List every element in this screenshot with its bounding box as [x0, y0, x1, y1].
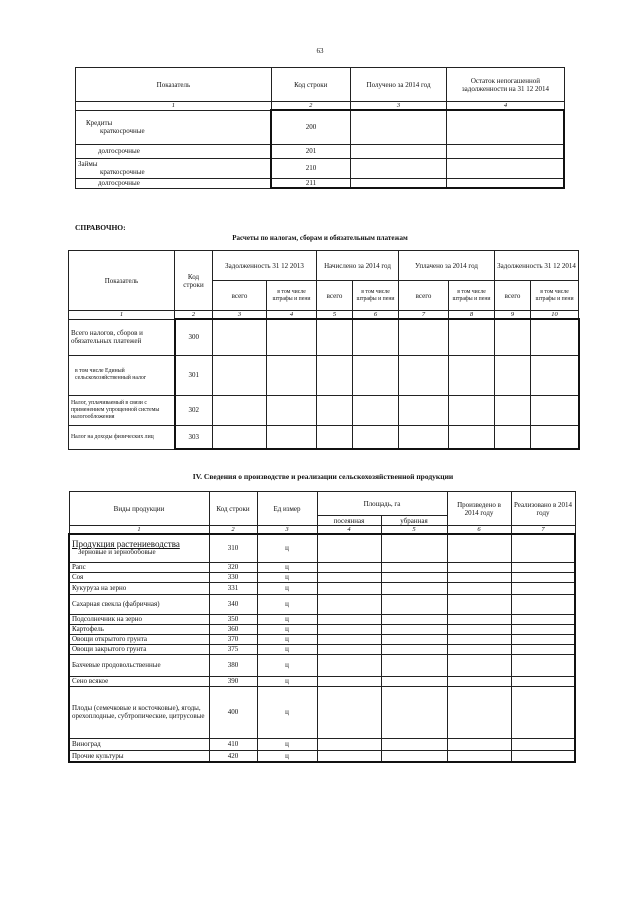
table-row: [69, 654, 575, 676]
header-code: Код строки: [209, 492, 257, 526]
cell-value[interactable]: [447, 738, 511, 750]
row-code: 301: [175, 355, 213, 395]
cell-value[interactable]: [511, 562, 575, 572]
taxes-title: Расчеты по налогам, сборам и обязательным платежам: [232, 234, 408, 242]
cell-value[interactable]: [213, 355, 267, 395]
table-row: [69, 355, 579, 395]
row-unit: ц: [257, 654, 317, 676]
group-label: Продукция растениеводства: [72, 539, 180, 550]
cell-value[interactable]: [353, 425, 399, 449]
cell-value[interactable]: [531, 319, 579, 355]
row-label: [69, 644, 209, 654]
product-name: Сахарная свекла (фабричная): [72, 600, 160, 608]
row-code: 201: [271, 144, 350, 158]
row-label: [76, 158, 272, 178]
header-fines: в том числе штрафы и пени: [267, 281, 317, 311]
product-name: Соя: [72, 573, 84, 581]
cell-value[interactable]: [213, 319, 267, 355]
col-num: 2: [175, 311, 213, 320]
row-unit: ц: [257, 634, 317, 644]
cell-value[interactable]: [495, 319, 531, 355]
product-name: Прочие культуры: [72, 751, 124, 760]
cell-value[interactable]: [447, 110, 564, 144]
header-debt-2013: Задолженность 31 12 2013: [213, 251, 317, 281]
cell-value[interactable]: [317, 634, 381, 644]
cell-value[interactable]: [447, 686, 511, 738]
cell-value[interactable]: [495, 425, 531, 449]
cell-value[interactable]: [267, 355, 317, 395]
sub-label: долгосрочные: [76, 178, 272, 188]
row-label: [69, 750, 209, 762]
row-code: 350: [209, 614, 257, 624]
cell-value[interactable]: [381, 738, 447, 750]
row-label: [69, 534, 209, 562]
cell-value[interactable]: [447, 654, 511, 676]
cell-value[interactable]: [317, 594, 381, 614]
row-unit: ц: [257, 750, 317, 762]
cell-value[interactable]: [381, 624, 447, 634]
table-row: [69, 319, 579, 355]
cell-value[interactable]: [317, 534, 381, 562]
group-label-credits: Кредиты: [86, 119, 113, 127]
sub-label: долгосрочные: [76, 144, 272, 158]
row-code: 400: [209, 686, 257, 738]
cell-value[interactable]: [399, 425, 449, 449]
cell-value[interactable]: [317, 395, 353, 425]
table-row: [76, 144, 565, 158]
cell-value[interactable]: [447, 572, 511, 582]
row-code: 303: [175, 425, 213, 449]
cell-value[interactable]: [317, 686, 381, 738]
row-label: [69, 614, 209, 624]
cell-value[interactable]: [353, 355, 399, 395]
cell-value[interactable]: [511, 686, 575, 738]
header-pokazatel: Показатель: [76, 68, 272, 102]
header-sown: посеянная: [317, 516, 381, 526]
row-code: 331: [209, 582, 257, 594]
row-code: 375: [209, 644, 257, 654]
cell-value[interactable]: [447, 750, 511, 762]
header-accrued: Начислено за 2014 год: [317, 251, 399, 281]
header-fines: в том числе штрафы и пени: [449, 281, 495, 311]
cell-value[interactable]: [381, 572, 447, 582]
table-row: [76, 158, 565, 178]
row-code: 310: [209, 534, 257, 562]
row-unit: ц: [257, 686, 317, 738]
row-code: 211: [271, 178, 350, 188]
header-balance: Остаток непогашенной задолженности на 31 12 2014: [447, 68, 564, 102]
row-unit: ц: [257, 676, 317, 686]
col-num: 3: [350, 102, 447, 111]
table-row: [69, 686, 575, 738]
header-total: всего: [399, 281, 449, 311]
row-label: Налог на доходы физических лиц: [69, 425, 175, 449]
table-row: [69, 738, 575, 750]
row-label: [69, 594, 209, 614]
row-label: Всего налогов, сборов и обязательных платежей: [69, 319, 175, 355]
cell-value[interactable]: [447, 158, 564, 178]
cell-value[interactable]: [447, 614, 511, 624]
cell-value[interactable]: [381, 676, 447, 686]
cell-value[interactable]: [267, 425, 317, 449]
row-unit: ц: [257, 594, 317, 614]
product-name: Картофель: [72, 625, 104, 633]
header-debt-2014: Задолженность 31 12 2014: [495, 251, 579, 281]
cell-value[interactable]: [353, 319, 399, 355]
row-label: [69, 582, 209, 594]
cell-value[interactable]: [447, 562, 511, 572]
page-number: 63: [316, 47, 324, 55]
product-name: Овощи закрытого грунта: [72, 645, 147, 653]
product-name: Виноград: [72, 740, 101, 748]
cell-value[interactable]: [350, 144, 447, 158]
row-label: в том числе Единый сельскохозяйственный налог: [69, 355, 175, 395]
taxes-table: [68, 250, 580, 450]
cell-value[interactable]: [449, 425, 495, 449]
row-code: 360: [209, 624, 257, 634]
row-label: [69, 562, 209, 572]
cell-value[interactable]: [449, 355, 495, 395]
col-num: 1: [76, 102, 272, 111]
row-unit: ц: [257, 582, 317, 594]
cell-value[interactable]: [447, 676, 511, 686]
header-unit: Ед измер: [257, 492, 317, 526]
row-unit: ц: [257, 572, 317, 582]
sub-label: краткосрочные: [100, 127, 145, 135]
cell-value[interactable]: [495, 395, 531, 425]
cell-value[interactable]: [381, 750, 447, 762]
header-total: всего: [495, 281, 531, 311]
row-unit: ц: [257, 624, 317, 634]
header-total: всего: [317, 281, 353, 311]
header-harvested: убранная: [381, 516, 447, 526]
row-code: 370: [209, 634, 257, 644]
cell-value[interactable]: [353, 395, 399, 425]
cell-value[interactable]: [399, 319, 449, 355]
cell-value[interactable]: [449, 395, 495, 425]
header-vidy: Виды продукции: [69, 492, 209, 526]
row-label: [69, 634, 209, 644]
table-row: [76, 110, 565, 144]
table-row: [69, 572, 575, 582]
row-code: 410: [209, 738, 257, 750]
table-row: [69, 395, 579, 425]
cell-value[interactable]: [381, 562, 447, 572]
cell-value[interactable]: [317, 562, 381, 572]
cell-value[interactable]: [399, 355, 449, 395]
cell-value[interactable]: [213, 425, 267, 449]
product-name: Плоды (семечковые и косточковые), ягоды, орехоплодные, субтропические, цитрусовые: [72, 704, 205, 720]
cell-value[interactable]: [511, 654, 575, 676]
row-code: 320: [209, 562, 257, 572]
row-label: Налог, уплачиваемый в связи с применением упрощенной системы налогообложения: [69, 395, 175, 425]
spravochno-label: СПРАВОЧНО:: [75, 223, 126, 232]
row-unit: ц: [257, 738, 317, 750]
col-num: 2: [271, 102, 350, 111]
header-code: Код строки: [175, 251, 213, 311]
product-name: Зерновые и зернобобовые: [78, 548, 156, 557]
table-row: [69, 676, 575, 686]
cell-value[interactable]: [447, 594, 511, 614]
cell-value[interactable]: [317, 624, 381, 634]
cell-value[interactable]: [381, 534, 447, 562]
col-num: 8: [449, 311, 495, 320]
row-unit: ц: [257, 644, 317, 654]
table-row: [76, 178, 565, 188]
cell-value[interactable]: [317, 750, 381, 762]
table-row: [69, 594, 575, 614]
cell-value[interactable]: [381, 644, 447, 654]
col-num: 5: [317, 311, 353, 320]
header-received: Получено за 2014 год: [350, 68, 447, 102]
product-name: Рапс: [72, 563, 86, 571]
cell-value[interactable]: [511, 676, 575, 686]
col-num: 1: [69, 526, 209, 535]
row-code: 302: [175, 395, 213, 425]
product-name: Подсолнечник на зерно: [72, 615, 142, 623]
row-label: [76, 110, 272, 144]
cell-value[interactable]: [447, 582, 511, 594]
col-num: 4: [267, 311, 317, 320]
cell-value[interactable]: [511, 594, 575, 614]
cell-value[interactable]: [317, 355, 353, 395]
col-num: 2: [209, 526, 257, 535]
cell-value[interactable]: [447, 144, 564, 158]
cell-value[interactable]: [317, 319, 353, 355]
table-row: [69, 534, 575, 562]
cell-value[interactable]: [317, 644, 381, 654]
row-label: [69, 624, 209, 634]
col-num: 3: [257, 526, 317, 535]
col-num: 6: [447, 526, 511, 535]
cell-value[interactable]: [267, 395, 317, 425]
cell-value[interactable]: [511, 624, 575, 634]
cell-value[interactable]: [447, 534, 511, 562]
cell-value[interactable]: [447, 644, 511, 654]
cell-value[interactable]: [511, 534, 575, 562]
row-code: 200: [271, 110, 350, 144]
row-code: 210: [271, 158, 350, 178]
cell-value[interactable]: [447, 178, 564, 188]
col-num: 10: [531, 311, 579, 320]
row-code: 300: [175, 319, 213, 355]
row-unit: ц: [257, 562, 317, 572]
table-row: [69, 425, 579, 449]
row-unit: ц: [257, 534, 317, 562]
product-name: Овощи открытого грунта: [72, 635, 147, 643]
col-num: 4: [447, 102, 564, 111]
header-code: Код строки: [271, 68, 350, 102]
col-num: 9: [495, 311, 531, 320]
cell-value[interactable]: [267, 319, 317, 355]
cell-value[interactable]: [531, 395, 579, 425]
product-name: Кукуруза на зерно: [72, 584, 127, 592]
cell-value[interactable]: [317, 614, 381, 624]
row-code: 330: [209, 572, 257, 582]
cell-value[interactable]: [531, 355, 579, 395]
row-label: [69, 676, 209, 686]
product-name: Сено всякое: [72, 677, 109, 685]
cell-value[interactable]: [495, 355, 531, 395]
section-iv-title: IV. Сведения о производстве и реализации сельскохозяйственной продукции: [192, 472, 454, 481]
cell-value[interactable]: [350, 110, 447, 144]
cell-value[interactable]: [381, 654, 447, 676]
cell-value[interactable]: [511, 644, 575, 654]
table-row: [69, 644, 575, 654]
table-row: [69, 624, 575, 634]
row-label: [69, 686, 209, 738]
row-label: [69, 572, 209, 582]
header-produced: Произведено в 2014 году: [447, 492, 511, 526]
credits-table: [75, 67, 565, 189]
cell-value[interactable]: [531, 425, 579, 449]
cell-value[interactable]: [381, 634, 447, 644]
col-num: 7: [399, 311, 449, 320]
row-code: 420: [209, 750, 257, 762]
cell-value[interactable]: [317, 425, 353, 449]
row-unit: ц: [257, 614, 317, 624]
col-num: 5: [381, 526, 447, 535]
cell-value[interactable]: [511, 738, 575, 750]
sub-label: краткосрочные: [100, 168, 145, 176]
header-area: Площадь, га: [317, 492, 447, 516]
cell-value[interactable]: [317, 582, 381, 594]
table-row: [69, 614, 575, 624]
col-num: 4: [317, 526, 381, 535]
cell-value[interactable]: [447, 624, 511, 634]
row-code: 390: [209, 676, 257, 686]
cell-value[interactable]: [511, 572, 575, 582]
product-name: Бахчевые продовольственные: [72, 661, 161, 669]
col-num: 7: [511, 526, 575, 535]
cell-value[interactable]: [213, 395, 267, 425]
header-fines: в том числе штрафы и пени: [353, 281, 399, 311]
header-fines: в том числе штрафы и пени: [531, 281, 579, 311]
cell-value[interactable]: [511, 614, 575, 624]
cell-value[interactable]: [317, 572, 381, 582]
cell-value[interactable]: [381, 614, 447, 624]
header-sold: Реализовано в 2014 году: [511, 492, 575, 526]
cell-value[interactable]: [317, 654, 381, 676]
col-num: 3: [213, 311, 267, 320]
cell-value[interactable]: [317, 738, 381, 750]
row-code: 380: [209, 654, 257, 676]
col-num: 6: [353, 311, 399, 320]
row-label: [69, 738, 209, 750]
cell-value[interactable]: [449, 319, 495, 355]
table-row: [69, 750, 575, 762]
cell-value[interactable]: [381, 582, 447, 594]
row-code: 340: [209, 594, 257, 614]
cell-value[interactable]: [511, 634, 575, 644]
table-row: [69, 582, 575, 594]
cell-value[interactable]: [350, 178, 447, 188]
cell-value[interactable]: [511, 582, 575, 594]
row-label: [69, 654, 209, 676]
cell-value[interactable]: [399, 395, 449, 425]
header-pokazatel: Показатель: [69, 251, 175, 311]
cell-value[interactable]: [350, 158, 447, 178]
header-total: всего: [213, 281, 267, 311]
cell-value[interactable]: [381, 594, 447, 614]
header-paid: Уплачено за 2014 год: [399, 251, 495, 281]
table-row: [69, 562, 575, 572]
table-row: [69, 634, 575, 644]
col-num: 1: [69, 311, 175, 320]
cell-value[interactable]: [317, 676, 381, 686]
production-table: [68, 491, 576, 763]
cell-value[interactable]: [447, 634, 511, 644]
cell-value[interactable]: [511, 750, 575, 762]
cell-value[interactable]: [381, 686, 447, 738]
group-label-loans: Займы: [78, 160, 98, 168]
